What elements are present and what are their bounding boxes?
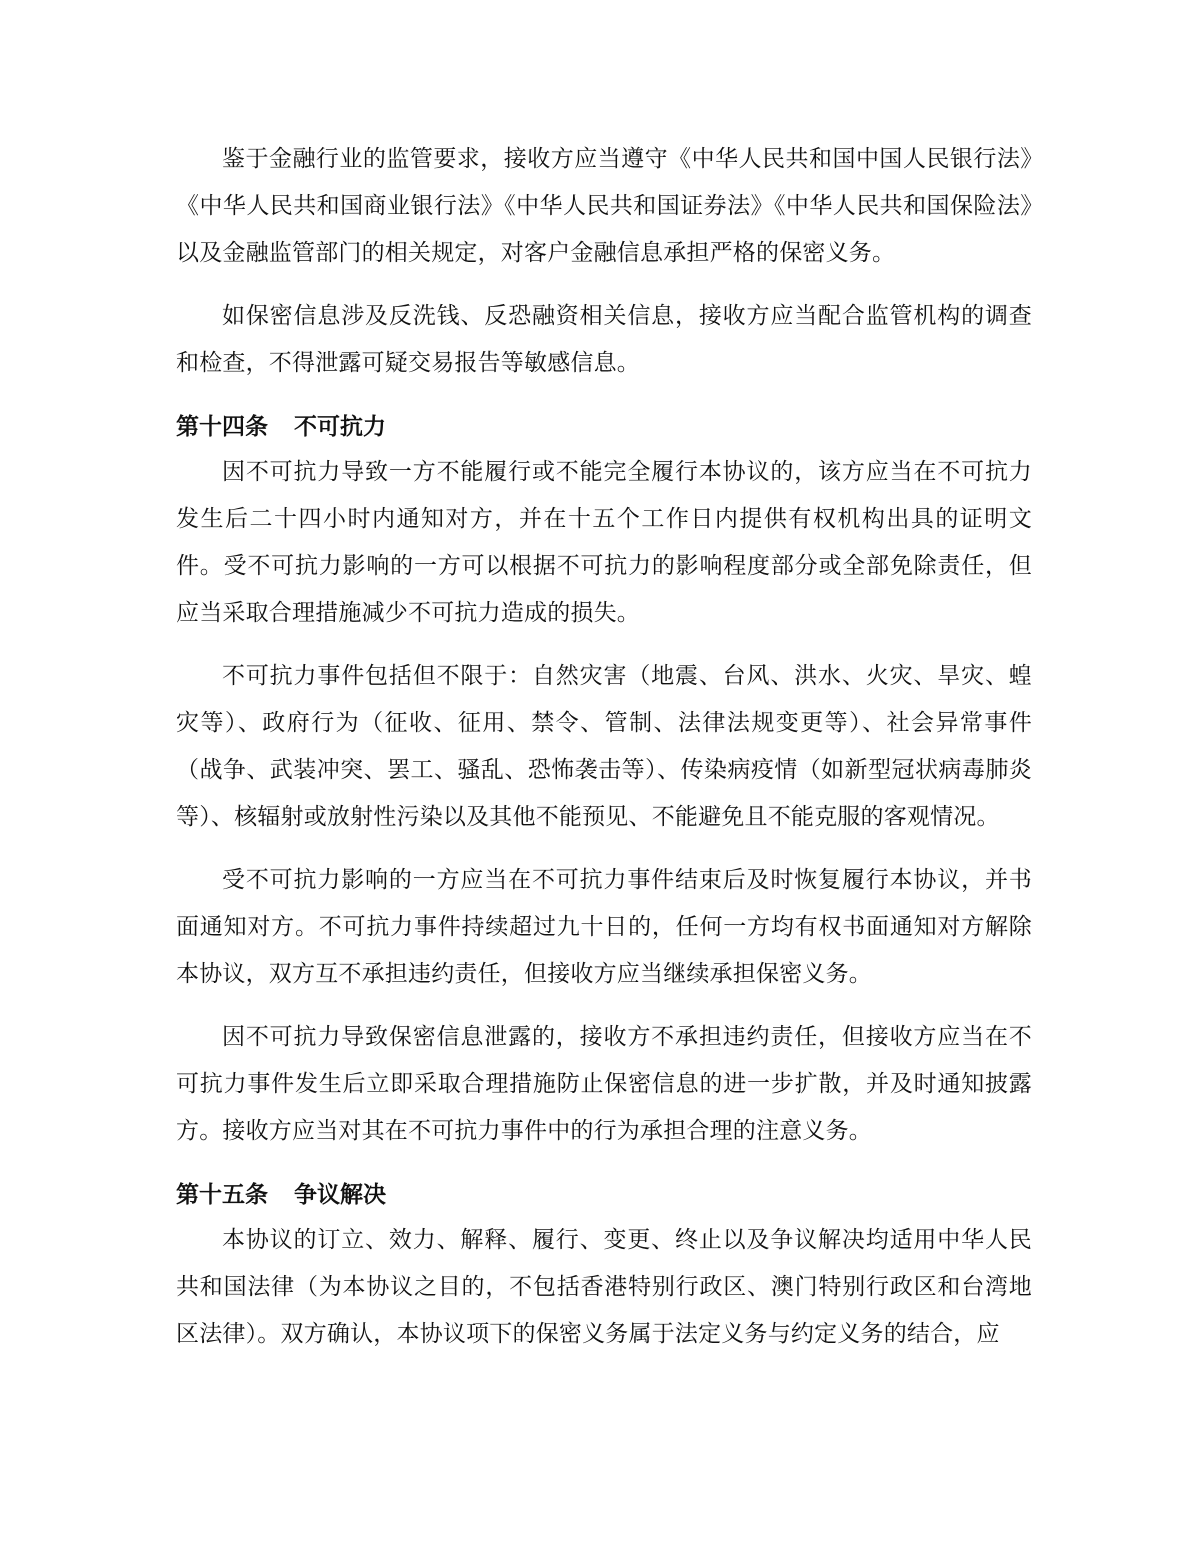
- article-14-paragraph-3: 受不可抗力影响的一方应当在不可抗力事件结束后及时恢复履行本协议，并书面通知对方。不可抗力事件持续超过九十日的，任何一方均有权书面通知对方解除本协议，双方互不承担违约责任，但接收方应当继续承担保密义务。: [176, 867, 1032, 987]
- article-14-paragraph-2: 不可抗力事件包括但不限于：自然灾害（地震、台风、洪水、火灾、旱灾、蝗灾等）、政府行为（征收、征用、禁令、管制、法律法规变更等）、社会异常事件（战争、武装冲突、罢工、骚乱、恐怖袭击等）、传染病疫情（如新型冠状病毒肺炎等）、核辐射或放射性污染以及其他不能预见、不能避免且不能克服的客观情况。: [176, 663, 1032, 830]
- paragraph-anti-money-laundering: 如保密信息涉及反洗钱、反恐融资相关信息，接收方应当配合监管机构的调查和检查，不得泄露可疑交易报告等敏感信息。: [176, 303, 1032, 376]
- article-14-title: 不可抗力: [294, 414, 386, 440]
- article-14-paragraph-1: 因不可抗力导致一方不能履行或不能完全履行本协议的，该方应当在不可抗力发生后二十四小时内通知对方，并在十五个工作日内提供有权机构出具的证明文件。受不可抗力影响的一方可以根据不可抗力的影响程度部分或全部免除责任，但应当采取合理措施减少不可抗力造成的损失。: [176, 459, 1032, 626]
- article-15-paragraph-1: 本协议的订立、效力、解释、履行、变更、终止以及争议解决均适用中华人民共和国法律（为本协议之目的，不包括香港特别行政区、澳门特别行政区和台湾地区法律）。双方确认，本协议项下的保密义务属于法定义务与约定义务的结合，应: [176, 1227, 1032, 1347]
- article-14-paragraph-4: 因不可抗力导致保密信息泄露的，接收方不承担违约责任，但接收方应当在不可抗力事件发生后立即采取合理措施防止保密信息的进一步扩散，并及时通知披露方。接收方应当对其在不可抗力事件中的行为承担合理的注意义务。: [176, 1024, 1032, 1144]
- document-body: [176, 136, 1032, 1358]
- article-14-heading: [176, 405, 1032, 449]
- paragraph-financial-regulation: 鉴于金融行业的监管要求，接收方应当遵守《中华人民共和国中国人民银行法》《中华人民共和国商业银行法》《中华人民共和国证券法》《中华人民共和国保险法》以及金融监管部门的相关规定，对客户金融信息承担严格的保密义务。: [176, 146, 1032, 266]
- article-15-number: 第十五条: [176, 1182, 268, 1208]
- article-14-number: 第十四条: [176, 414, 268, 440]
- article-15-title: 争议解决: [294, 1182, 386, 1208]
- article-15-heading: [176, 1173, 1032, 1217]
